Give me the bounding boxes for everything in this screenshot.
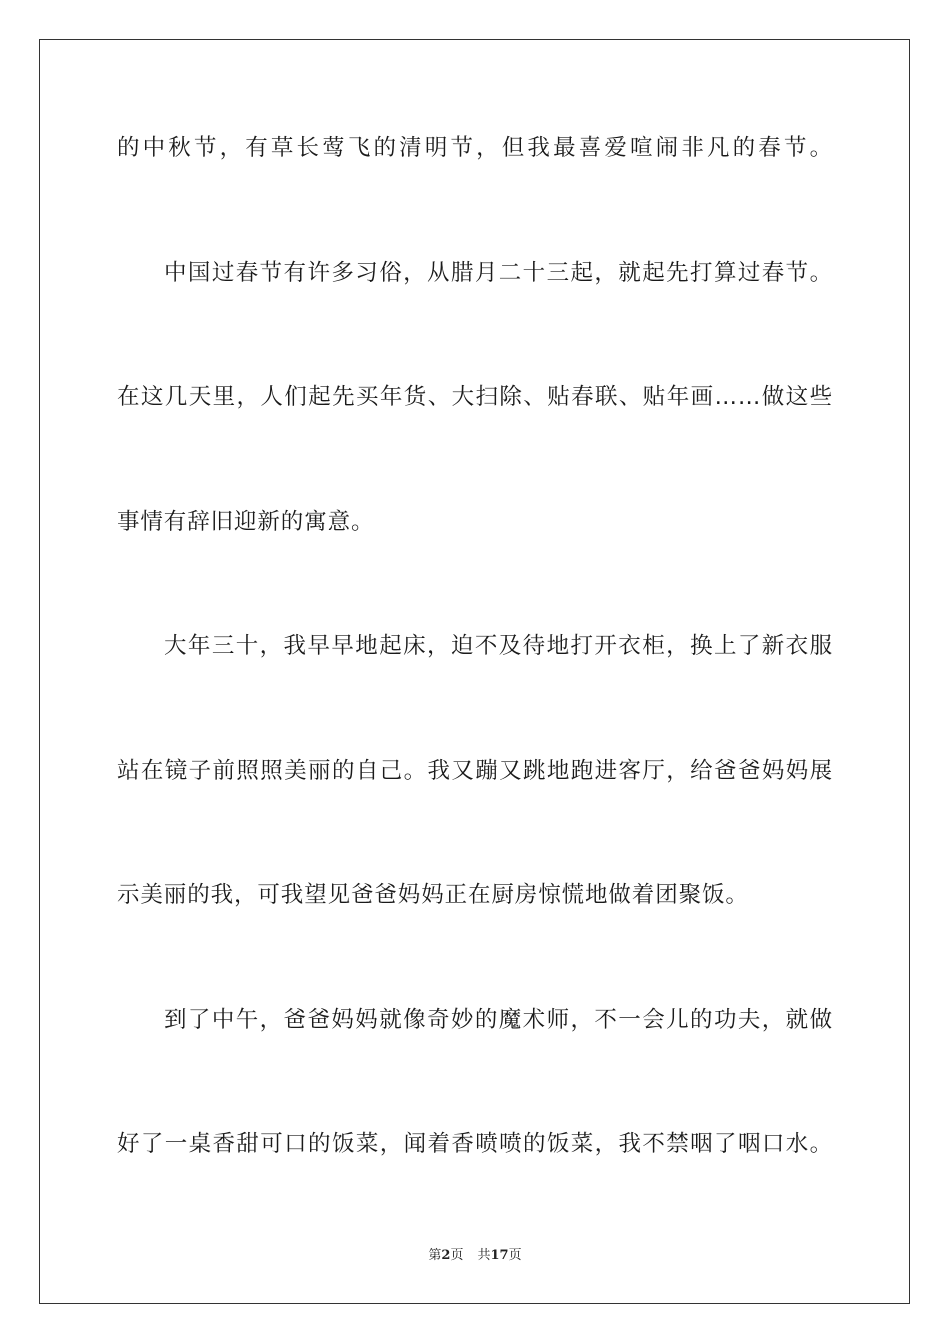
page-border [39,39,910,1304]
page-total-prefix: 共 [477,1248,491,1263]
paragraph-line: 站在镜子前照照美丽的自己。我又蹦又跳地跑进客厅，给爸爸妈妈展 [117,758,833,784]
paragraph-line: 到了中午，爸爸妈妈就像奇妙的魔术师，不一会儿的功夫，就做 [164,1007,833,1033]
page-total-count: 17 [490,1248,509,1263]
paragraph-line: 中国过春节有许多习俗，从腊月二十三起，就起先打算过春节。 [164,260,833,286]
page-number-prefix: 第 [428,1248,442,1263]
page-footer [0,1247,950,1265]
paragraph-line: 事情有辞旧迎新的寓意。 [117,509,375,535]
page-number-suffix: 页 [450,1248,464,1263]
paragraph-line: 示美丽的我，可我望见爸爸妈妈正在厨房惊慌地做着团聚饭。 [117,882,749,908]
paragraph-line: 在这几天里，人们起先买年货、大扫除、贴春联、贴年画……做这些 [117,384,833,410]
page-number-current: 2 [441,1248,451,1263]
paragraph-line: 的中秋节，有草长莺飞的清明节，但我最喜爱喧闹非凡的春节。 [117,135,833,161]
page-total-suffix: 页 [508,1248,522,1263]
paragraph-line: 好了一桌香甜可口的饭菜，闻着香喷喷的饭菜，我不禁咽了咽口水。 [117,1131,833,1157]
paragraph-line: 大年三十，我早早地起床，迫不及待地打开衣柜，换上了新衣服 [164,633,833,659]
